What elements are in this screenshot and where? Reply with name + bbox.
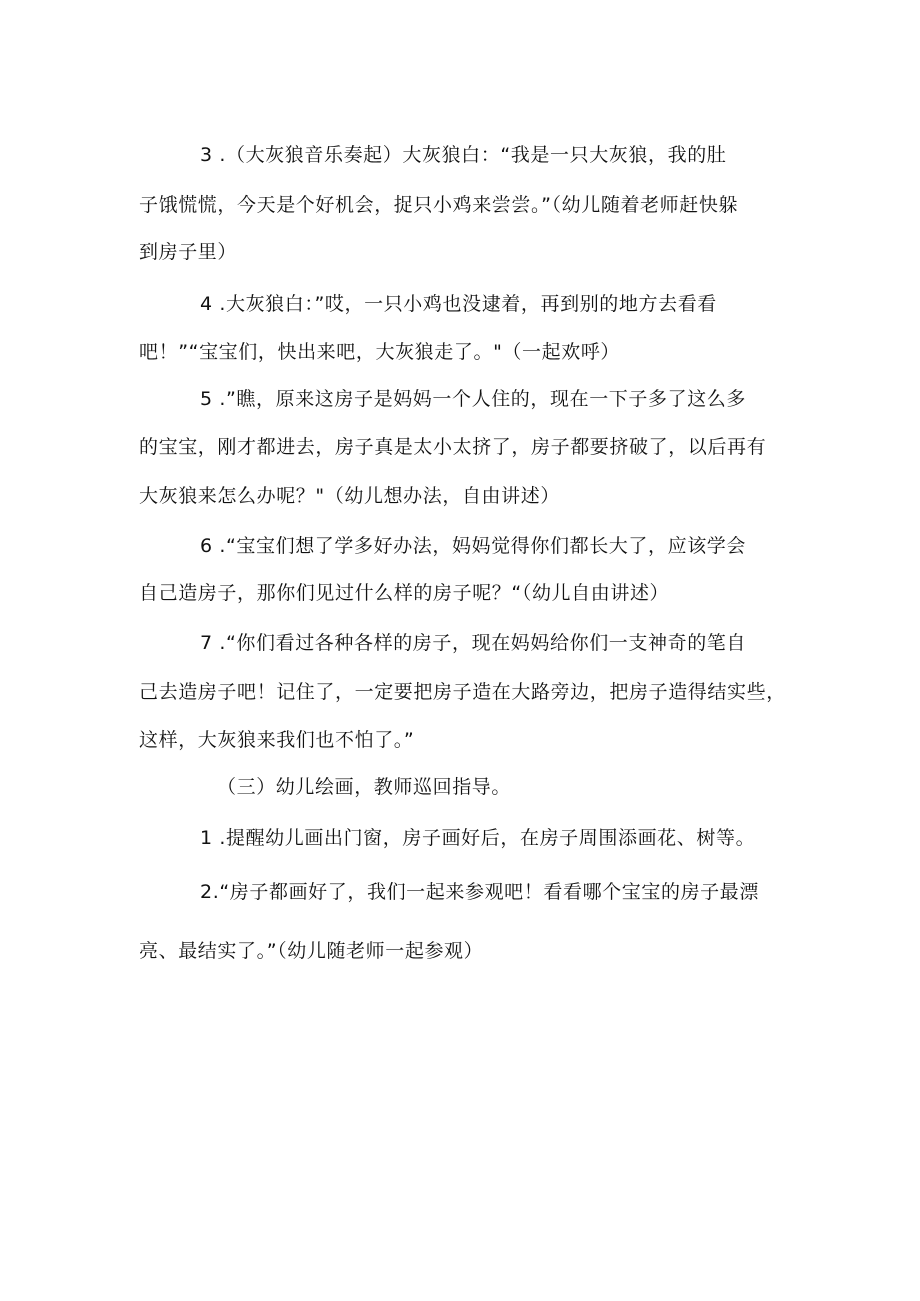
paragraph-5-line-1: 5 .”瞧，原来这房子是妈妈一个人住的，现在一下子多了这么多 [200,388,747,410]
paragraph-6-line-1: 6 .“宝宝们想了学多好办法，妈妈觉得你们都长大了，应该学会 [200,535,747,557]
section-heading-3: （三）幼儿绘画，教师巡回指导。 [217,776,512,798]
paragraph-5-line-2: 的宝宝，刚才都进去，房子真是太小太挤了，房子都要挤破了，以后再有 [139,436,767,458]
paragraph-6-line-2: 自己造房子，那你们见过什么样的房子呢？“（幼儿自由讲述） [139,582,670,604]
step-1-line-1: 1 .提醒幼儿画出门窗，房子画好后，在房子周围添画花、树等。 [200,827,756,849]
step-2-line-2: 亮、最结实了。”（幼儿随老师一起参观） [139,940,484,962]
paragraph-3-line-2: 子饿慌慌，今天是个好机会，捉只小鸡来尝尝。”（幼儿随着老师赶快躲 [139,194,739,216]
step-2-line-1: 2.“房子都画好了，我们一起来参观吧！看看哪个宝宝的房子最漂 [200,881,759,903]
paragraph-7-line-2: 己去造房子吧！记住了，一定要把房子造在大路旁边，把房子造得结实些， [139,681,786,703]
paragraph-4-line-1: 4 .大灰狼白：”哎，一只小鸡也没逮着，再到别的地方去看看 [200,293,717,315]
paragraph-3-line-1: 3 .（大灰狼音乐奏起）大灰狼白：“我是一只大灰狼，我的肚 [200,144,727,166]
paragraph-3-line-3: 到房子里） [139,241,238,263]
paragraph-7-line-3: 这样，大灰狼来我们也不怕了。” [139,729,415,751]
paragraph-7-line-1: 7 .“你们看过各种各样的房子，现在妈妈给你们一支神奇的笔自 [200,632,747,654]
paragraph-4-line-2: 吧！”“宝宝们，快出来吧，大灰狼走了。"（一起欢呼） [139,341,621,363]
paragraph-5-line-3: 大灰狼来怎么办呢？"（幼儿想办法，自由讲述） [139,485,560,507]
